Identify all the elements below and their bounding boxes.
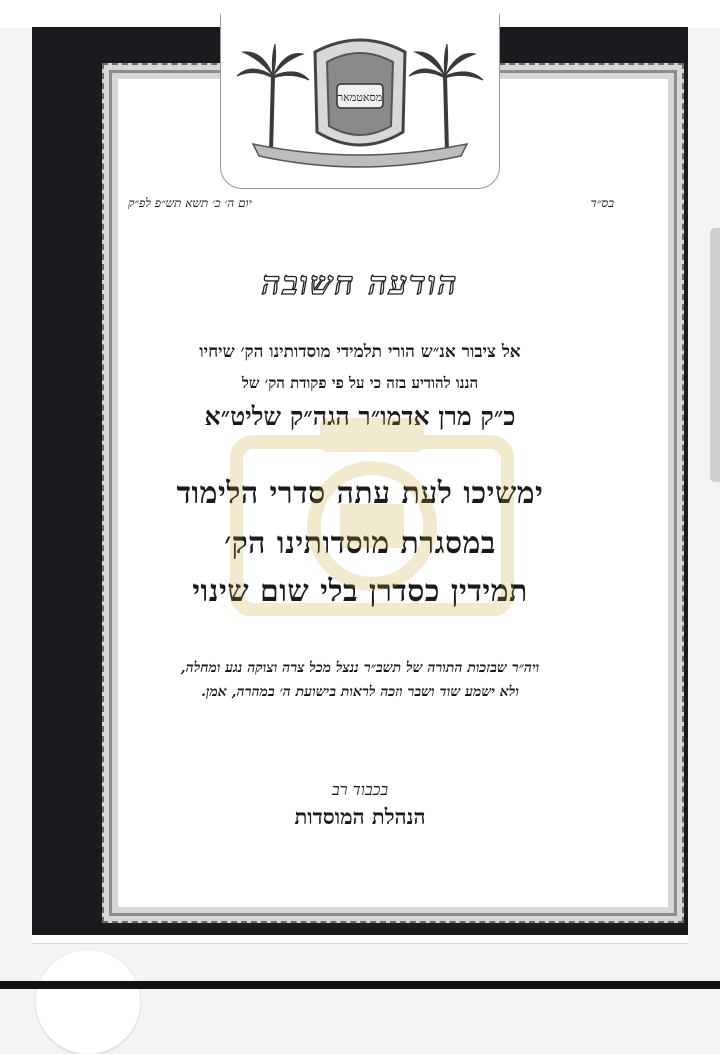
main-line-3: תמידין כסדרן בלי שום שינוי — [192, 574, 528, 609]
signature-line: הנהלת המוסדות — [294, 804, 426, 829]
notify-line: הננו להודיע בזה כי על פי פקודת הק׳ של — [241, 374, 479, 392]
bsd-abbrev: בס״ד — [590, 196, 614, 210]
addressee-line: אל ציבור אנ״ש הורי תלמידי מוסדותינו הק׳ שיחיו — [199, 342, 521, 362]
header-line — [100, 196, 620, 216]
notice-content — [100, 190, 620, 880]
floating-action-button[interactable] — [36, 950, 140, 1054]
palm-crest-icon — [233, 32, 487, 172]
institution-logo — [220, 14, 500, 189]
main-line-1: ימשיכו לעת עתה סדרי הלימוד — [176, 476, 544, 511]
logo-name-text: מסאטמאר — [337, 91, 383, 104]
main-line-2: במסגרת מוסדותינו הק׳ — [224, 526, 496, 561]
scrollbar[interactable] — [710, 228, 720, 482]
blessing-line-1: ויה״ר שבזכות התורה של תשב״ר ננצל מכל צרה וצוקה נגע ומחלה, — [180, 660, 540, 676]
system-bottom-bar — [0, 981, 720, 989]
rebbe-line: כ״ק מרן אדמו״ר הגה״ק שליט״א — [204, 402, 516, 431]
blessing-line-2: ולא ישמע שוד ושבר וזכה לראות בישועת ה׳ במהרה, אמן. — [201, 684, 519, 700]
regards-line: בכבוד רב — [331, 780, 389, 799]
image-bottom-edge — [32, 935, 688, 944]
hebrew-date: יום ה׳ כ׳ תשא תש״פ לפ״ק — [128, 196, 252, 210]
notice-title: הודעה חשובה — [261, 264, 459, 302]
